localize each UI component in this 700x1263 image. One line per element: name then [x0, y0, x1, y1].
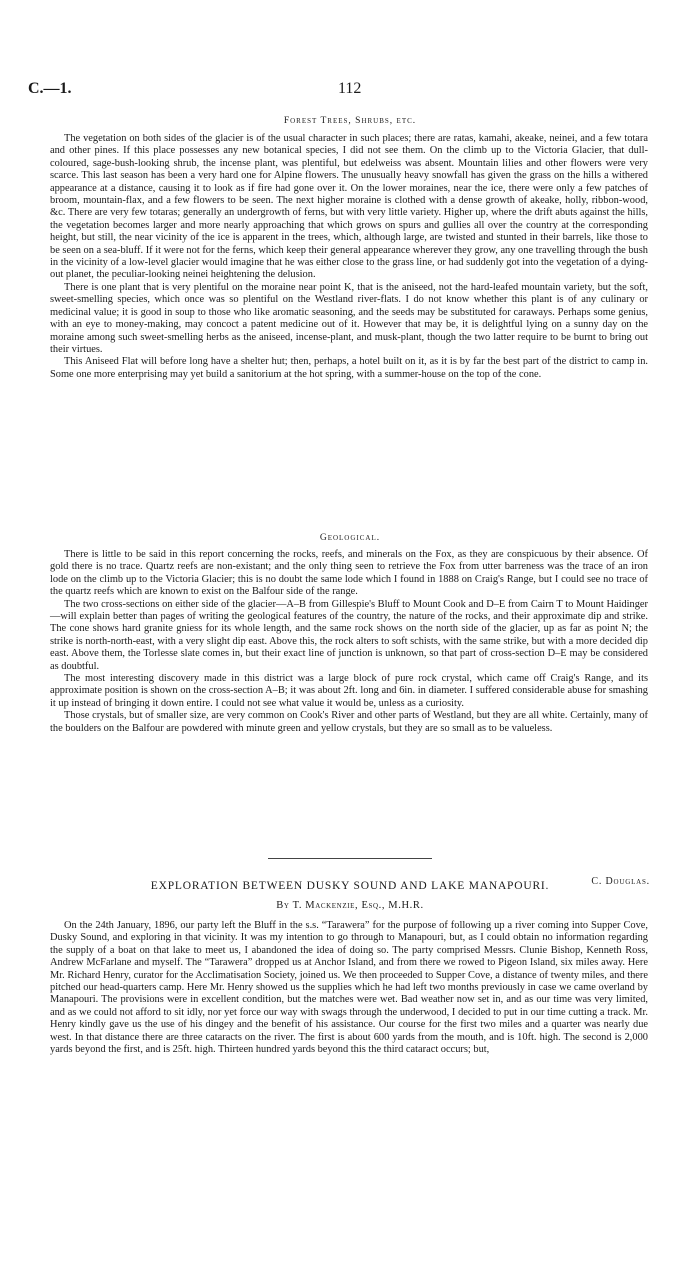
- paragraph: Those crystals, but of smaller size, are very common on Cook's River and other parts of Westland, but they are all white. Certainly, many of the boulders on the Balfour are powdered with minute green and yellow crystals, but they are so small as to be valueless.: [50, 710, 648, 734]
- section-heading-forest: Forest Trees, Shrubs, etc.: [283, 116, 417, 126]
- paragraph: On the 24th January, 1896, our party left the Bluff in the s.s. “Tarawera” for the purpose of following up a river coming into Supper Cove, Dusky Sound, and exploring in that vicinity. It was my intention to go through to Manapouri, but, as I could obtain no information regarding the supply of a boat on that lake to meet us, I abandoned the idea of doing so. The party comprised Messrs. Clunie Bishop, Kenneth Ross, Andrew McFarlane and myself. The “Tarawera” dropped us at Anchor Island, and from there we rowed to Pigeon Island, six miles away. Here Mr. Richard Henry, curator for the Acclimatisation Society, joined us. We then proceeded to Supper Cove, a distance of twenty miles, and there pitched our head-quarters camp. Here Mr. Henry showed us the supplies which he had left two months previously in case we came overland by Manapouri. The provisions were in excellent condition, but the matches were wet. Bad weather now set in, and as our time was very limited, and as we could not afford to sit idly, nor yet force our way with swags through the underwood, I decided to put in our time cutting a track. Mr. Henry kindly gave us the use of his dingey and the benefit of his assistance. Our course for the first two miles and a quarter was nearly due west. In that distance there are three cataracts on the river. The first is about 600 yards from the mouth, and is 10ft. high. The second is 2,000 yards beyond the first, and is 25ft. high. Thirteen hundred yards beyond this the third cataract occurs; but,: [50, 920, 648, 1056]
- signature: C. Douglas.: [591, 876, 650, 887]
- paragraph: There is little to be said in this report concerning the rocks, reefs, and minerals on the Fox, as they are conspicuous by their absence. Of gold there is no trace. Quartz reefs are non-existant; and the only thing seen to retrieve the Fox from utter barreness was the trace of an iron lode on the climb up to the Victoria Glacier; this is no doubt the same lode which I found in 1888 on Craig's Range, but I could see no trace of the quartz reefs which are known to exist on the Balfour side of the range.: [50, 549, 648, 598]
- report-code: C.—1.: [28, 80, 72, 97]
- section-divider: [268, 858, 432, 859]
- paragraph: The vegetation on both sides of the glacier is of the usual character in such places; there are ratas, kamahi, akeake, neinei, and a few totara and other pines. If this place possesses any new botanical species, I did not see them. On the climb up to the Victoria Glacier, that dull-coloured, sage-bush-looking shrub, the incense plant, was plentiful, but edelweiss was absent. Mountain lilies and other flowers were very scarce. This last season has been a very hard one for Alpine flowers. The unusually heavy snowfall has given the grass on the hills a withered appearance at a distance, causing it to look as if fire had gone over it. On the lower moraines, near the ice, there were only a few patches of broom, mountain-flax, and a few flowers to be seen. The next higher moraine is clothed with a dense growth of akeake, holly, ribbon-wood, &c. There are very few totaras; generally an undergrowth of ferns, but with very little variety. Higher up, where the drift abuts against the hills, the vegetation becomes larger and more nearly approaching that which grows on spurs and gullies all over the country at the corresponding height, but still, the near vicinity of the ice is apparent in the trees, which, although large, are twisted and stunted in their barrels, like those to be seen on a sea-bluff. If it were not for the ferns, which keep their general appearance wherever they grow, any one travelling through the bush in the vicinity of a low-level glacier would imagine that he was either close to the grass line, or had suddenly got into the vegetation of a dying-out planet, the peculiar-looking neinei heightening the delusion.: [50, 133, 648, 281]
- paragraph: There is one plant that is very plentiful on the moraine near point K, that is the aniseed, not the hard-leafed mountain variety, but the soft, sweet-smelling species, which once was so plentiful on the Westland river-flats. I do not know whether this plant is of any culinary or medicinal value; it is good in soup to those who like aromatic seasoning, and the seeds may be substituted for caraways. Perhaps some genius, with an eye to money-making, may concoct a patent medicine out of it. However that may be, it is delightful lying on a sunny day on the moraine among such sweet-smelling herbs as the aniseed, incense-plant, and musk-plant, though the two latter require to be burnt to bring out their virtues.: [50, 281, 648, 355]
- page-number: 112: [338, 80, 362, 97]
- article-byline: By T. Mackenzie, Esq., M.H.R.: [276, 900, 424, 911]
- forest-section-body: [50, 133, 648, 381]
- paragraph: The two cross-sections on either side of the glacier—A–B from Gillespie's Bluff to Mount Cook and D–E from Cairn T to Mount Haidinger—will explain better than pages of writing the geological features of the country, the nature of the rocks, and their approximate dip and strike. The cone shows hard granite gniess for its whole length, and the same rock shows on the north side of the glacier, up as far as point N; the strike is north-north-east, with a very slight dip east. Above this, the rock alters to soft schists, with the same strike, but with a more decided dip east. Above them, the Torlesse slate comes in, but their exact line of junction is unknown, so that part of cross-section D–E may be considered as doubtful.: [50, 598, 648, 672]
- article-title: EXPLORATION BETWEEN DUSKY SOUND AND LAKE MANAPOURI.: [150, 880, 550, 892]
- paragraph: This Aniseed Flat will before long have a shelter hut; then, perhaps, a hotel built on it, as it is by far the best part of the district to camp in. Some one more enterprising may yet build a sanitorium at the hot spring, with a summer-house on the top of the cone.: [50, 356, 648, 380]
- paragraph: The most interesting discovery made in this district was a large block of pure rock crystal, which came off Craig's Range, and its approximate position is shown on the cross-section A–B; it was about 2ft. long and 6in. in diameter. I suffered considerable abuse for smashing it up instead of bringing it down entire. I could not see what value it would be, unless as a curiosity.: [50, 673, 648, 709]
- exploration-section-body: [50, 920, 648, 1056]
- section-heading-geological: Geological.: [319, 533, 381, 543]
- geological-section-body: [50, 549, 648, 735]
